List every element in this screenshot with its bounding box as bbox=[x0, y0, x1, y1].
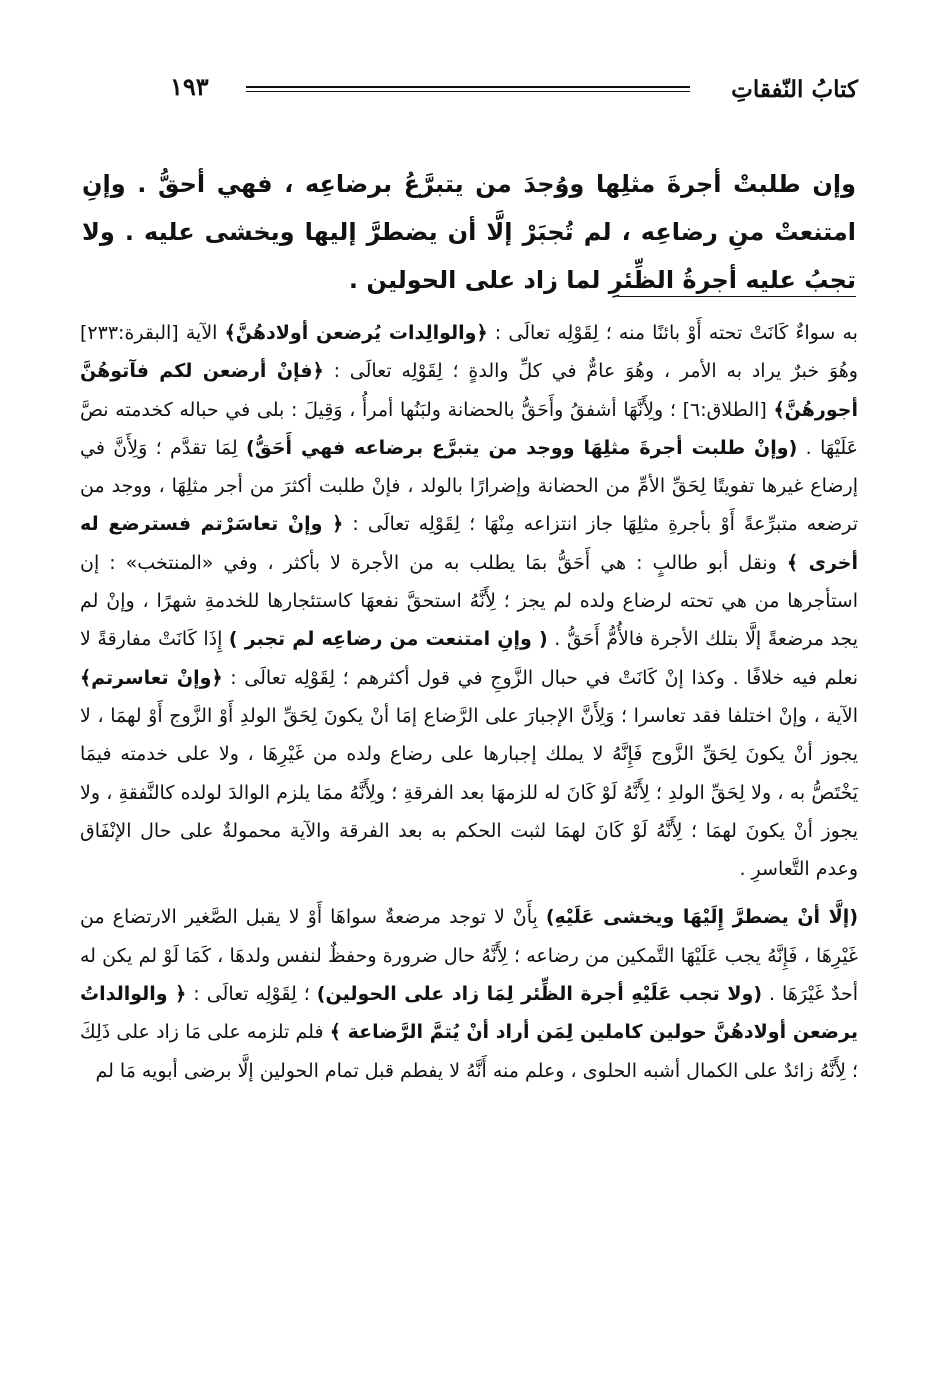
commentary-paragraph bbox=[80, 314, 858, 888]
quoted-text: (إلَّا أنْ يضطرَّ إِلَيْهَا ويخشى عَلَيْهِ) bbox=[545, 906, 858, 929]
commentary-text: به سواءٌ كَانَتْ تحته أَوْ بائنًا منه ؛ لِقَوْلِه تعالَى : bbox=[487, 322, 858, 344]
quoted-text: (وإنْ طلبت أجرةَ مثلِهَا ووجد من يتبرَّع برضاعه فهي أَحَقُّ) bbox=[246, 436, 798, 459]
commentary-text: الآية [البقرة:٢٣٣] وهُوَ خبرٌ يراد به الأمر ، وهُوَ عامٌّ في كلِّ والدةٍ ؛ لِقَوْلِه تعالَى : bbox=[80, 322, 858, 383]
header-rule-thin bbox=[246, 91, 690, 92]
page-number: ١٩٣ bbox=[170, 72, 209, 101]
commentary-text: ونقل أبو طالبٍ : هي أَحَقُّ بمَا يطلب به من الأجرة لا بأكثر ، وفي «المنتخب» : إن استأجرها من هي تحته لرضاع ولده لم يجز ؛ لِأَنَّهُ استحقَّ نفعهَا كاستئجارها للخدمةِ شهرًا ، وإنْ لم يجد مرضعةً إلَّا بتلك الأجرة فالأُمُّ أَحَقُّ . bbox=[80, 551, 858, 651]
commentary-text: بِأَنْ لا توجد مرضعةٌ سواهَا أَوْ لا يقبل الصَّغير الارتضاع من غَيْرِهَا ، فَإِنَّهُ يجب عَلَيْهَا التَّمكين من رضاعه ؛ لِأَنَّهُ حال ضرورة وحفظٌ لنفس ولدهَا ، كَمَا لَوْ لم يكن له أحدٌ غَيْرَهَا . bbox=[80, 906, 858, 1006]
commentary bbox=[80, 314, 858, 1090]
header-rule bbox=[246, 86, 690, 88]
quoted-text: ﴿والوالِدات يُرضعن أولادهُنَّ﴾ bbox=[224, 322, 488, 344]
commentary-text: ؛ لِقَوْلِه تعالَى : bbox=[186, 983, 317, 1006]
quoted-text: ﴿فإنْ أرضعن لكم فآتوهُنَّ أجورهُنَّ﴾ bbox=[80, 360, 858, 421]
commentary-text: لِمَا تقدَّم ؛ وَلِأَنَّ في إرضاع غيرها تفويتًا لِحَقِّ الأمِّ من الحضانة وإضرارًا بالولد ، فإنْ طلبت أكثرَ من أجر مثلِهَا ، ووجد من ترضعه متبرِّعةً أَوْ بأجرةِ مثلِهَا جاز انتزاعه مِنْهَا ؛ لِقَوْلِه تعالَى : bbox=[80, 436, 858, 536]
quoted-text: ﴿ والوالداتُ يرضعن أولادهُنَّ حولين كاملين لِمَن أراد أنْ يُتمَّ الرَّضاعة ﴾ bbox=[80, 983, 858, 1044]
quoted-text: ﴿ وإنْ تعاسَرْتم فسترضع له أخرى ﴾ bbox=[80, 513, 859, 574]
quoted-text: ( وإنِ امتنعت من رضاعِه لم تجبر ) bbox=[228, 628, 548, 651]
main-text: وإن طلبتْ أجرةَ مثلِها ووُجدَ من يتبرَّعُ برضاعِه ، فهي أحقُّ . وإنِ امتنعتْ منِ رضاعِه ، لم تُجبَرْ إلَّا أن يضطرَّ إليها ويخشى عليه . ولا تجبُ عليه أجرةُ الظِّئرِ لما زاد على الحولين . bbox=[82, 170, 856, 294]
page-header bbox=[160, 72, 858, 112]
quoted-text: ﴿وإنْ تعاسرتم﴾ bbox=[80, 666, 223, 689]
commentary-text: فلم تلزمه على مَا زاد على ذَلِكَ ؛ لِأَنَّهُ زائدٌ على الكمال أشبه الحلوى ، وعلم منه أَنَّهُ لا يفطم قبل تمام الحولين إلَّا برضى أبويه مَا لم bbox=[80, 1021, 858, 1082]
commentary-text: [الطلاق:٦] ؛ ولِأَنَّهَا أشفقُ وأَحَقُّ بالحضانة ولبَنُها أمرأُ ، وَقِيلَ : بلى في حباله كخدمته نصَّ عَلَيْهَا . bbox=[80, 398, 858, 459]
commentary-paragraph bbox=[80, 898, 858, 1089]
running-title: كتابُ النّفقاتِ bbox=[731, 76, 858, 103]
commentary-text: الآية ، وإنْ اختلفا فقد تعاسرا ؛ وَلِأَنَّ الإجبارَ على الرَّضاع إمَا أنْ يكونَ لِحَقِّ الولدِ أَوْ الزَّوج أَوْ لهمَا ، لا يجوز أنْ يكونَ لِحَقِّ الزَّوج فَإِنَّهُ لا يملك إجبارها على رضاع ولده من غَيْرِهَا ، ولا على خدمته فيمَا يَخْتَصُّ به ، ولا لِحَقِّ الولدِ ؛ لِأَنَّهُ لَوْ كَانَ له للزمهَا بعد الفرقةِ ؛ ولِأَنَّهُ ممَا يلزم الوالدَ لولده كالنَّفقةِ ، ولا يجوز أنْ يكونَ لهمَا ؛ لِأَنَّهُ لَوْ كَانَ لهمَا لثبت الحكم به بعد الفرقة والآية محمولةٌ على حال الإنْفَاق وعدم التَّعاسرِ . bbox=[80, 704, 858, 881]
commentary-text: إِذَا كَانَتْ مفارقةً لا نعلم فيه خلافًا . وكذا إنْ كَانَتْ في حبال الزَّوجِ في قول أكثرهم ؛ لِقَوْلِه تعالَى : bbox=[80, 628, 858, 689]
quoted-text: (ولا تجب عَلَيْهِ أجرة الظِّئر لِمَا زاد على الحولين) bbox=[316, 983, 763, 1006]
main-text-underline bbox=[618, 296, 856, 297]
